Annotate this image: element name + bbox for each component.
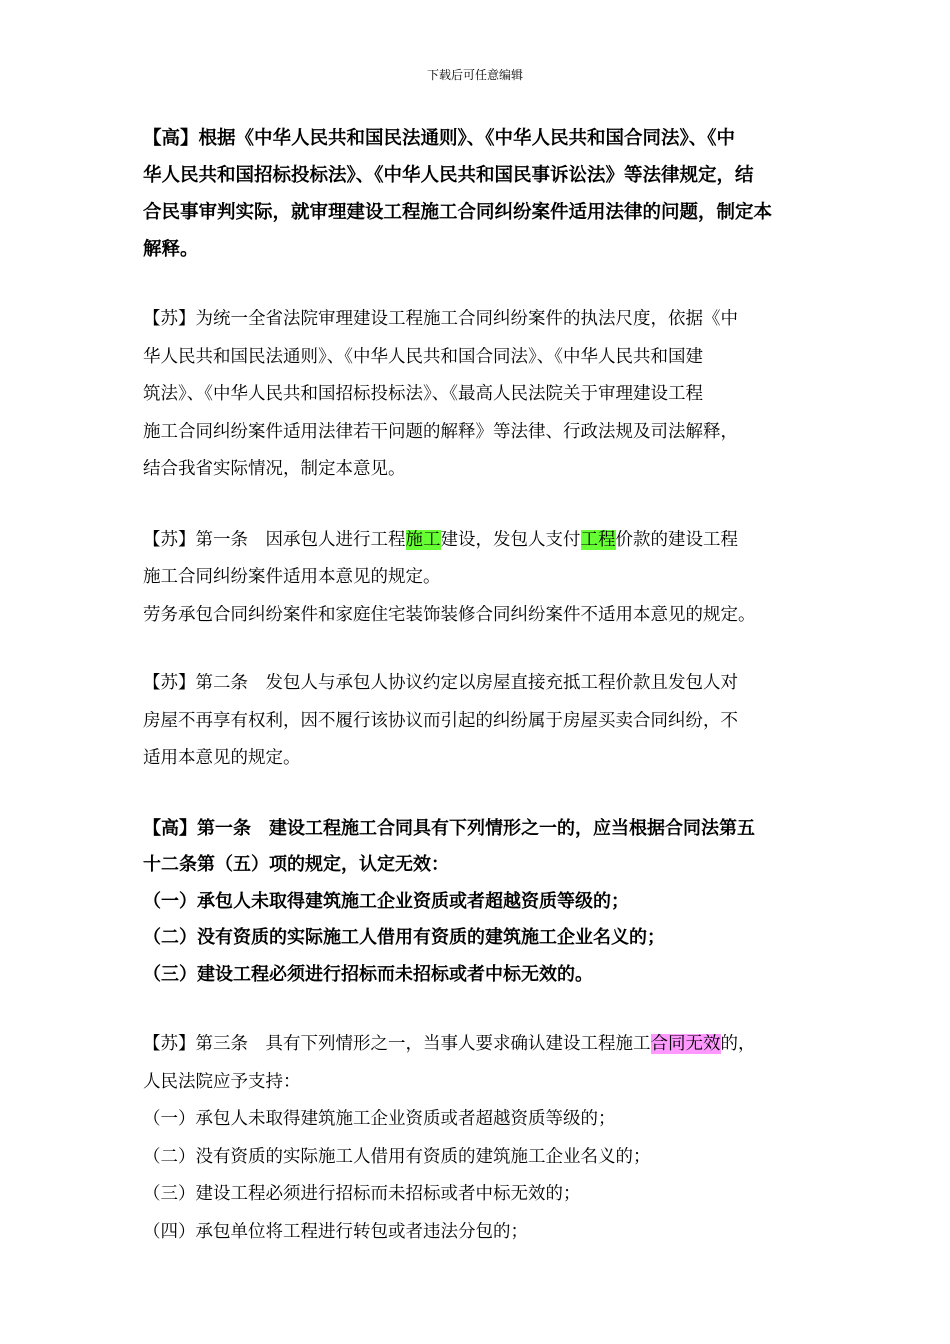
paragraph-su-article-2 — [143, 665, 813, 778]
text-line — [143, 522, 813, 560]
text-run: 适用本意见的规定。 — [143, 748, 301, 768]
text-run: 华人民共和国民法通则》、《中华人民共和国合同法》、《中华人民共和国建 — [143, 346, 703, 367]
text-run: （二）没有资质的实际施工人借用有资质的建筑施工企业名义的； — [143, 1146, 651, 1167]
text-line — [143, 301, 813, 339]
highlighted-text: 工程 — [580, 529, 616, 550]
text-line — [143, 1139, 813, 1177]
text-run: 十二条第（五）项的规定，认定无效： — [143, 854, 449, 875]
text-run: 【苏】第一条 因承包人进行工程 — [143, 529, 406, 550]
text-run: 施工合同纠纷案件适用本意见的规定。 — [143, 567, 441, 587]
text-line — [143, 376, 813, 414]
text-run: （三）建设工程必须进行招标而未招标或者中标无效的； — [143, 1184, 581, 1204]
text-run: 价款的建设工程 — [615, 529, 738, 550]
text-line — [143, 231, 813, 268]
text-line — [143, 120, 813, 157]
text-line — [143, 194, 813, 231]
paragraph-su-article-1 — [143, 522, 813, 635]
paragraph-gao-article-1 — [143, 811, 813, 994]
text-line — [143, 811, 813, 848]
text-line — [143, 665, 813, 703]
text-line — [143, 339, 813, 377]
text-line — [143, 1214, 813, 1252]
text-line — [143, 559, 813, 597]
text-run: 劳务承包合同纠纷案件和家庭住宅装饰装修合同纠纷案件不适用本意见的规定。 — [143, 604, 756, 625]
text-run: 合民事审判实际，就审理建设工程施工合同纠纷案件适用法律的问题，制定本 — [143, 202, 773, 223]
text-line — [143, 884, 813, 921]
text-run: 建设，发包人支付 — [440, 529, 581, 550]
text-line — [143, 157, 813, 194]
text-line — [143, 957, 813, 994]
text-line — [143, 1064, 813, 1102]
text-run: （二）没有资质的实际施工人借用有资质的建筑施工企业名义的； — [143, 927, 665, 948]
text-run: 【苏】为统一全省法院审理建设工程施工合同纠纷案件的执法尺度，依据《中 — [143, 309, 738, 329]
text-line — [143, 847, 813, 884]
paragraph-su-preamble — [143, 301, 813, 489]
page-header: 下载后可任意编辑 — [426, 68, 523, 82]
text-run: 【高】第一条 建设工程施工合同具有下列情形之一的，应当根据合同法第五 — [143, 817, 755, 839]
highlighted-text: 施工 — [405, 529, 441, 550]
paragraph-su-article-3 — [143, 1026, 813, 1251]
text-run: （三）建设工程必须进行招标而未招标或者中标无效的。 — [143, 963, 593, 985]
text-run: （一）承包人未取得建筑施工企业资质或者超越资质等级的； — [143, 1109, 616, 1129]
text-run: 【苏】第二条 发包人与承包人协议约定以房屋直接充抵工程价款且发包人对 — [143, 673, 738, 693]
text-run: （四）承包单位将工程进行转包或者违法分包的； — [143, 1221, 528, 1242]
text-line — [143, 703, 813, 741]
text-line — [143, 1026, 813, 1064]
text-line — [143, 1176, 813, 1214]
text-run: 的， — [720, 1034, 756, 1054]
text-run: 【高】根据《中华人民共和国民法通则》、《中华人民共和国合同法》、《中 — [143, 128, 736, 149]
text-run: 结合我省实际情况，制定本意见。 — [143, 459, 406, 479]
text-run: 【苏】第三条 具有下列情形之一，当事人要求确认建设工程施工 — [143, 1034, 651, 1054]
text-run: 房屋不再享有权利，因不履行该协议而引起的纠纷属于房屋买卖合同纠纷，不 — [143, 710, 738, 731]
highlighted-text: 合同无效 — [650, 1034, 721, 1054]
text-run: 筑法》、《中华人民共和国招标投标法》、《最高人民法院关于审理建设工程 — [143, 384, 703, 404]
text-line — [143, 414, 813, 452]
paragraph-gao-preamble — [143, 120, 813, 268]
document-body — [143, 120, 813, 1251]
text-line — [143, 451, 813, 489]
text-run: 解释。 — [143, 239, 199, 260]
text-run: 人民法院应予支持： — [143, 1071, 301, 1092]
text-line — [143, 740, 813, 778]
text-run: 华人民共和国招标投标法》、《中华人民共和国民事诉讼法》等法律规定，结 — [143, 165, 754, 186]
text-run: （一）承包人未取得建筑施工企业资质或者超越资质等级的； — [143, 890, 629, 912]
text-run: 施工合同纠纷案件适用法律若干问题的解释》等法律、行政法规及司法解释， — [143, 421, 738, 442]
text-line — [143, 597, 813, 635]
text-line — [143, 920, 813, 957]
text-line — [143, 1101, 813, 1139]
